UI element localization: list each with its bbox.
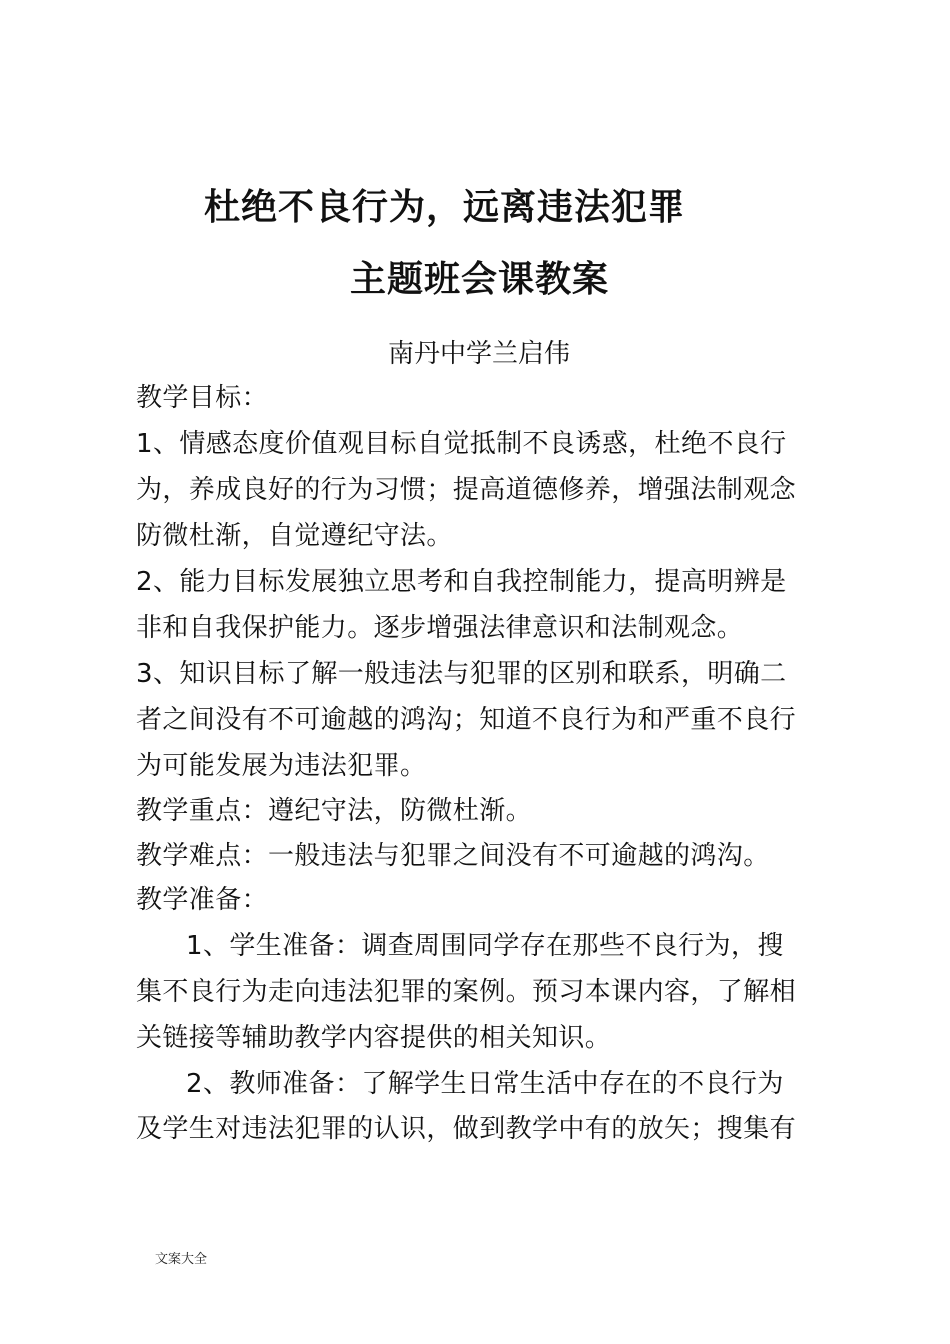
paragraph-line: 为，养成良好的行为习惯；提高道德修养，增强法制观念 bbox=[136, 475, 797, 505]
paragraph-line: 2、能力目标发展独立思考和自我控制能力，提高明辨是 bbox=[136, 567, 787, 597]
section-heading-preparation: 教学准备： bbox=[136, 885, 269, 915]
difficult-points-line: 教学难点：一般违法与犯罪之间没有不可逾越的鸿沟。 bbox=[136, 841, 770, 871]
key-points-line: 教学重点：遵纪守法，防微杜渐。 bbox=[136, 796, 533, 826]
paragraph-line: 1、情感态度价值观目标自觉抵制不良诱惑，杜绝不良行 bbox=[136, 429, 787, 459]
paragraph-line: 为可能发展为违法犯罪。 bbox=[136, 751, 427, 781]
paragraph-line: 非和自我保护能力。逐步增强法律意识和法制观念。 bbox=[136, 613, 744, 643]
paragraph-line: 者之间没有不可逾越的鸿沟；知道不良行为和严重不良行 bbox=[136, 705, 797, 735]
author-line: 南丹中学兰启伟 bbox=[388, 339, 571, 369]
page-footer: 文案大全 bbox=[155, 1252, 208, 1267]
paragraph-line: 3、知识目标了解一般违法与犯罪的区别和联系，明确二 bbox=[136, 659, 787, 689]
document-subtitle: 主题班会课教案 bbox=[350, 259, 610, 300]
paragraph-line: 1、学生准备：调查周围同学存在那些不良行为，搜 bbox=[186, 931, 784, 961]
paragraph-line: 关链接等辅助教学内容提供的相关知识。 bbox=[136, 1023, 612, 1053]
document-title: 杜绝不良行为，远离违法犯罪 bbox=[204, 187, 686, 228]
section-heading-objectives: 教学目标： bbox=[136, 383, 269, 413]
paragraph-line: 防微杜渐，自觉遵纪守法。 bbox=[136, 521, 453, 551]
paragraph-line: 集不良行为走向违法犯罪的案例。预习本课内容，了解相 bbox=[136, 977, 797, 1007]
paragraph-line: 2、教师准备：了解学生日常生活中存在的不良行为 bbox=[186, 1069, 784, 1099]
paragraph-line: 及学生对违法犯罪的认识，做到教学中有的放矢；搜集有 bbox=[136, 1114, 797, 1144]
